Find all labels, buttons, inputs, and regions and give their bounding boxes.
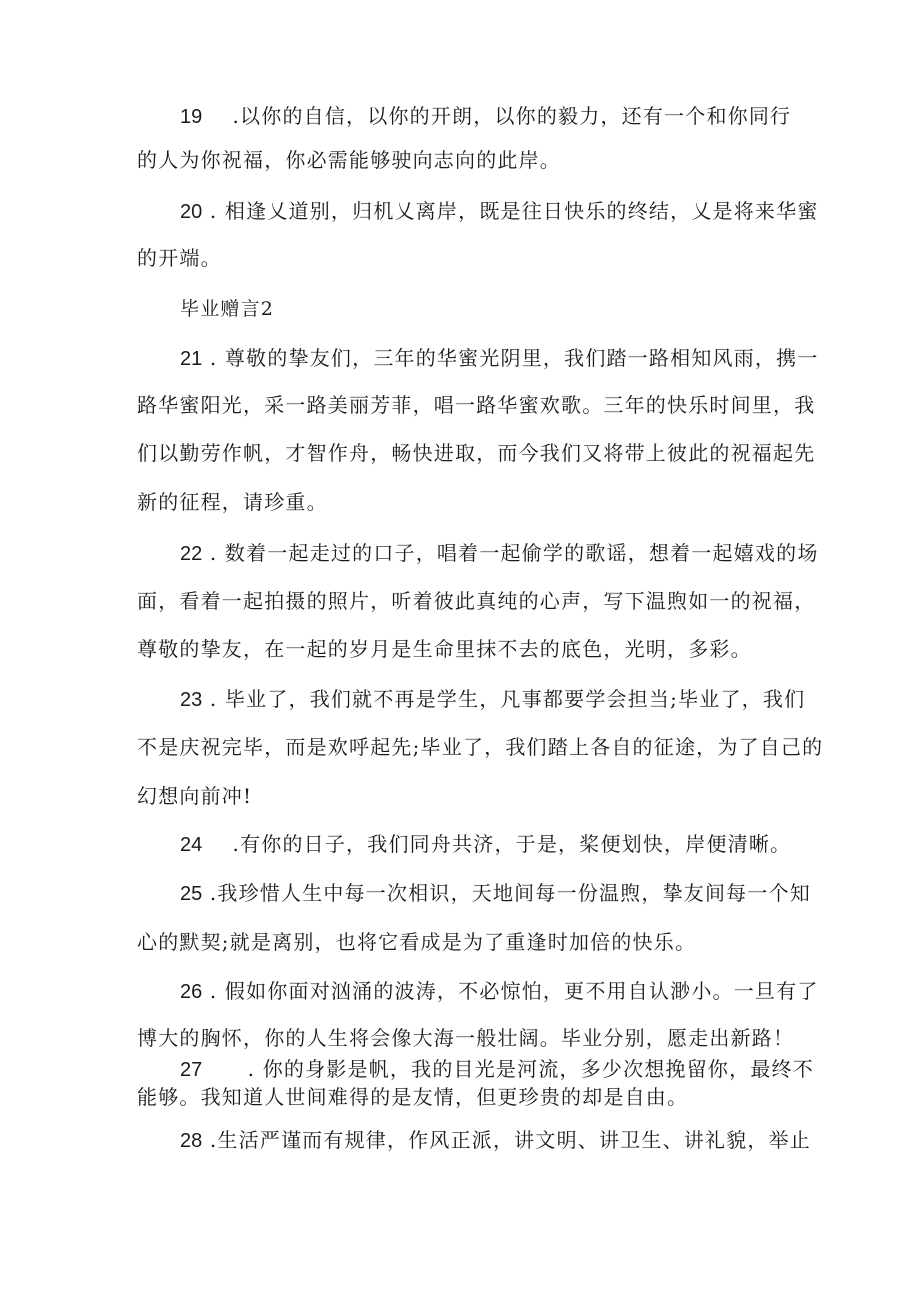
item-number: 27 <box>180 1059 203 1081</box>
item-number: 25 <box>180 883 203 905</box>
paragraph-23-line-1: 23 . 毕业了，我们就不再是学生，凡事都要学会担当;毕业了，我们 <box>180 687 806 711</box>
paragraph-23-line-3: 幻想向前冲! <box>137 784 253 808</box>
paragraph-27-line-2: 能够。我知道人世间难得的是友情，但更珍贵的却是自由。 <box>137 1085 689 1109</box>
paragraph-20-line-1: 20 . 相逢乂道别，归机乂离岸，既是往日快乐的终结，乂是将来华蜜 <box>180 199 819 223</box>
item-number: 20 <box>180 201 203 223</box>
paragraph-22-line-3: 尊敬的挚友，在一起的岁月是生命里抹不去的底色，光明，多彩。 <box>137 637 752 661</box>
paragraph-22-line-1: 22 . 数着一起走过的口子，唱着一起偷学的歌谣，想着一起嬉戏的场 <box>180 541 819 565</box>
paragraph-24-line-1: 24 .有你的日子，我们同舟共济，于是，桨便划快，岸便清晰。 <box>180 832 792 856</box>
paragraph-28-line-1: 28 .生活严谨而有规律，作风正派，讲文明、讲卫生、讲礼貌，举止 <box>180 1128 811 1152</box>
item-number: 22 <box>180 543 203 565</box>
item-number: 28 <box>180 1130 203 1152</box>
paragraph-20-line-2: 的开端。 <box>137 246 222 270</box>
paragraph-23-line-2: 不是庆祝完毕，而是欢呼起先;毕业了，我们踏上各自的征途，为了自己的 <box>137 735 824 759</box>
paragraph-21-line-3: 们以勤劳作帆，才智作舟，畅快进取，而今我们又将带上彼此的祝福起先 <box>137 441 816 465</box>
item-number: 21 <box>180 348 203 370</box>
paragraph-25-line-2: 心的默契;就是离别，也将它看成是为了重逢时加倍的快乐。 <box>137 930 697 954</box>
section-heading: 毕业赠言2 <box>180 298 275 320</box>
item-number: 26 <box>180 981 203 1003</box>
paragraph-26-line-1: 26 . 假如你面对汹涌的波涛，不必惊怕，更不用自认渺小。一旦有了 <box>180 979 819 1003</box>
paragraph-21-line-4: 新的征程，请珍重。 <box>137 490 328 514</box>
paragraph-19-line-1: 19 .以你的自信，以你的开朗，以你的毅力，还有一个和你同行 <box>180 104 792 128</box>
item-number: 19 <box>180 106 203 128</box>
paragraph-21-line-2: 路华蜜阳光，采一路美丽芳菲，唱一路华蜜欢歌。三年的快乐时间里，我 <box>137 393 816 417</box>
paragraph-22-line-2: 面，看着一起拍摄的照片，听着彼此真纯的心声，写下温煦如一的祝福， <box>137 589 816 613</box>
paragraph-27-line-1: 27 . 你的身影是帆，我的目光是河流，多少次想挽留你，最终不 <box>180 1057 814 1081</box>
paragraph-21-line-1: 21 . 尊敬的挚友们，三年的华蜜光阴里，我们踏一路相知风雨，携一 <box>180 346 819 370</box>
paragraph-19-line-2: 的人为你祝福，你必需能够驶向志向的此岸。 <box>137 148 561 172</box>
item-number: 24 <box>180 834 203 856</box>
paragraph-25-line-1: 25 .我珍惜人生中每一次相识，天地间每一份温煦，挚友间每一个知 <box>180 881 811 905</box>
item-number: 23 <box>180 689 203 711</box>
paragraph-26-line-2: 博大的胸怀，你的人生将会像大海一般壮阔。毕业分别，愿走出新路！ <box>137 1026 795 1050</box>
